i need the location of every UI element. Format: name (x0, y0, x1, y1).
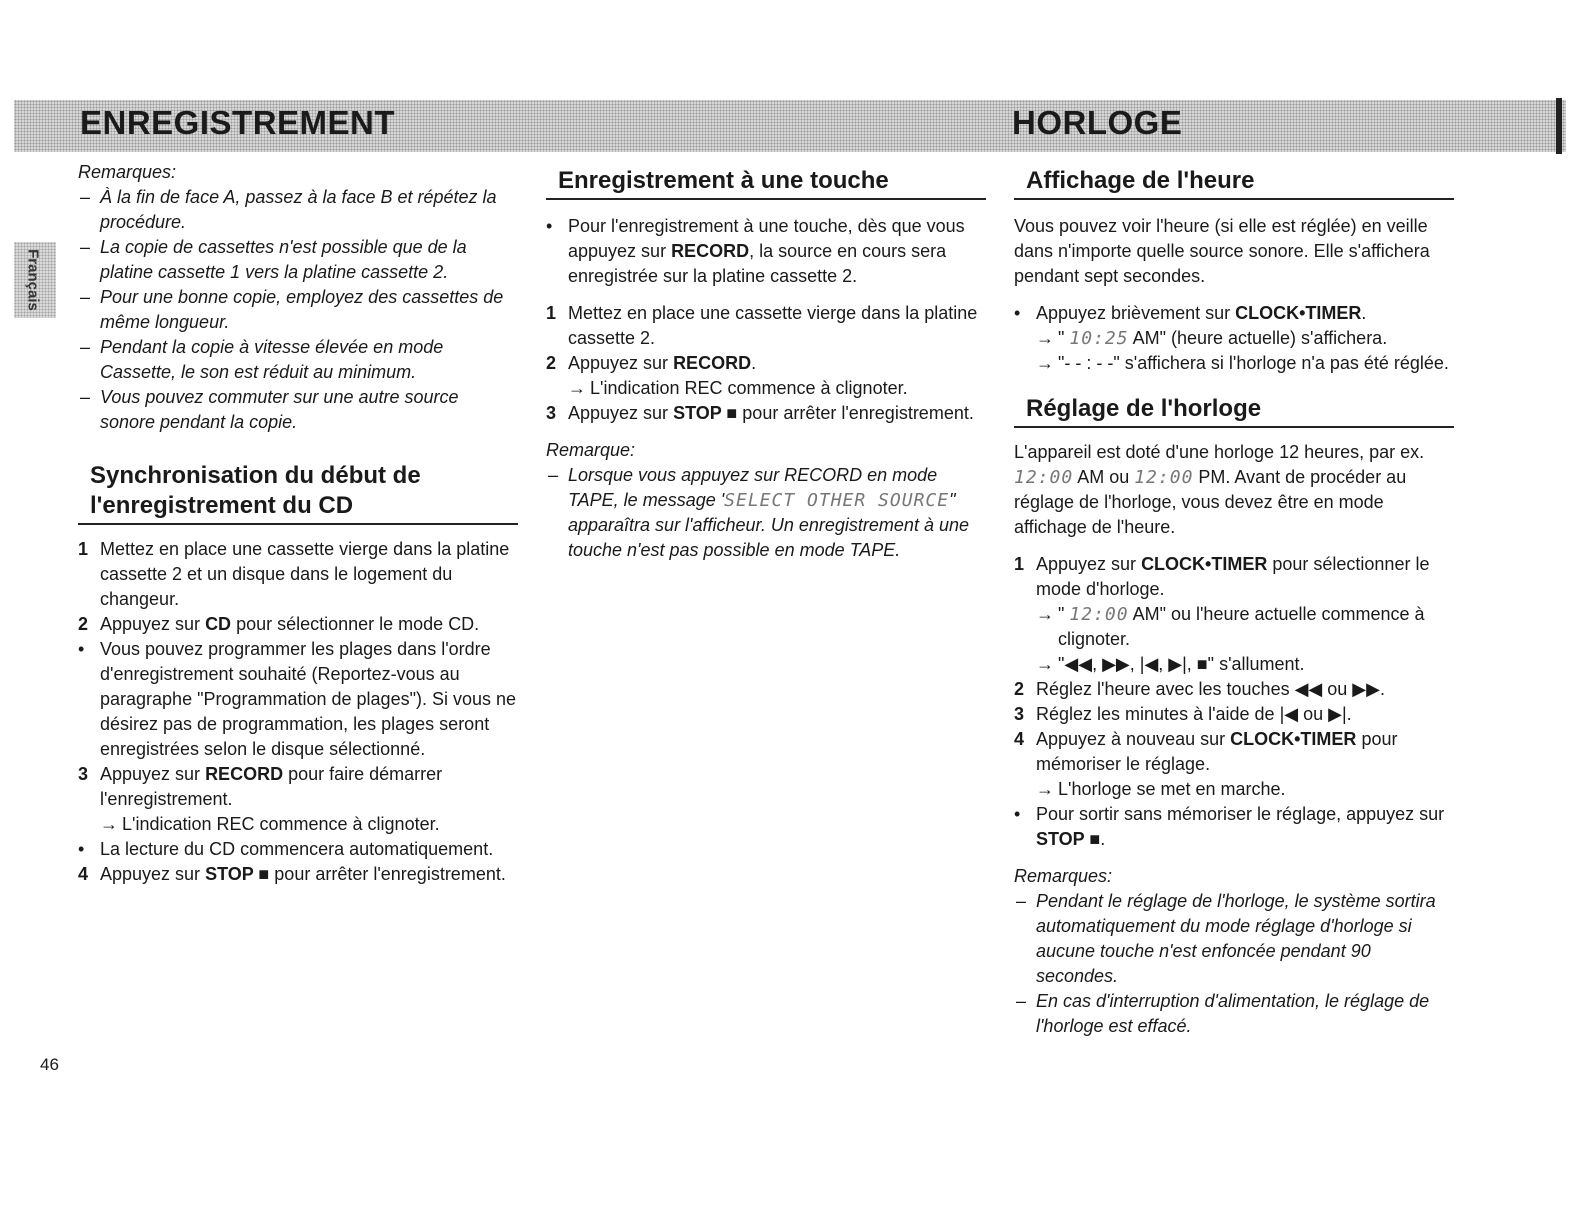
step-3: 3 Réglez les minutes à l'aide de |◀ ou ▶|. (1014, 704, 1352, 724)
language-tab-label: Français (24, 249, 42, 311)
list-item: – À la fin de face A, passez à la face B et répétez la procédure. (80, 187, 497, 232)
remark-label: Remarque: (546, 440, 636, 460)
step-2: 2 Réglez l'heure avec les touches ◀◀ ou ▶▶. (1014, 679, 1385, 699)
remarks-label: Remarques: (1014, 866, 1113, 886)
section-title-horloge: HORLOGE (1012, 104, 1183, 141)
remarks-list (78, 185, 518, 435)
result-note: → " 12:00 AM" ou l'heure actuelle commence à clignoter. (1036, 604, 1425, 649)
lcd-text: 12:00 (1069, 604, 1129, 625)
step-2: 2 Appuyez sur RECORD. → L'indication REC commence à clignoter. (546, 351, 986, 401)
bullet-note: • Vous pouvez programmer les plages dans l'ordre d'enregistrement souhaité (Reportez-vous au paragraphe "Programmation de plages"). Si vous ne désirez pas de programmation, les plages seront enregistrées selon le disque sélectionné. (78, 639, 517, 759)
result-note: → " 10:25 AM" (heure actuelle) s'affichera. (1036, 328, 1388, 349)
step-2: 2 Appuyez sur CD pour sélectionner le mode CD. (78, 614, 480, 634)
column-right (1014, 166, 1454, 1039)
clock-setting-steps (1014, 552, 1454, 852)
bullet-note: • Appuyez brièvement sur CLOCK•TIMER. → " 10:25 AM" (heure actuelle) s'affichera. → "- - : - -" s'affichera si l'horloge n'a pas été réglée. (1014, 301, 1454, 376)
lcd-text: 12:00 (1014, 467, 1074, 488)
list-item: – Pendant la copie à vitesse élevée en mode Cassette, le son est réduit au minimum. (80, 337, 444, 382)
result-note: → "- - : - -" s'affichera si l'horloge n'a pas été réglée. (1036, 353, 1449, 373)
step-1: 1 Mettez en place une cassette vierge dans la platine cassette 2 et un disque dans le logement du changeur. (78, 539, 510, 609)
bullet-note: • Pour sortir sans mémoriser le réglage, appuyez sur STOP ■. (1014, 804, 1445, 849)
step-1: 1 Mettez en place une cassette vierge dans la platine cassette 2. (546, 303, 978, 348)
remarks-label: Remarques: (78, 162, 177, 182)
clock-setting-text: L'appareil est doté d'une horloge 12 heures, par ex. 12:00 AM ou 12:00 PM. Avant de procéder au réglage de l'horloge, vous devez être en mode affichage de l'heure. (1014, 442, 1425, 537)
clock-display-bullets (1014, 301, 1454, 376)
step-4: 4 Appuyez sur STOP ■ pour arrêter l'enregistrement. (78, 864, 506, 884)
one-touch-heading: Enregistrement à une touche (546, 166, 986, 200)
result-note: → L'indication REC commence à clignoter. (100, 814, 440, 834)
one-touch-bullets (546, 214, 986, 289)
step-1: 1 Appuyez sur CLOCK•TIMER pour sélectionner le mode d'horloge. → " 12:00 AM" ou l'heure actuelle commence à clignoter. → "◀◀, ▶▶, |◀, ▶|, ■" s'allument. (1014, 552, 1454, 677)
step-4: 4 Appuyez à nouveau sur CLOCK•TIMER pour mémoriser le réglage. → L'horloge se met en marche. (1014, 727, 1454, 802)
edge-marker (1556, 98, 1562, 154)
lcd-text: 12:00 (1134, 467, 1194, 488)
result-note: → "◀◀, ▶▶, |◀, ▶|, ■" s'allument. (1036, 654, 1305, 674)
section-title-enregistrement: ENREGISTREMENT (80, 104, 396, 141)
lcd-text: 10:25 (1069, 328, 1129, 349)
step-3: 3 Appuyez sur RECORD pour faire démarrer l'enregistrement. → L'indication REC commence à clignoter. (78, 762, 518, 837)
result-note: → L'indication REC commence à clignoter. (568, 378, 908, 398)
clock-display-text: Vous pouvez voir l'heure (si elle est réglée) en veille dans n'importe quelle source sonore. Elle s'affichera pendant sept secondes. (1014, 216, 1430, 286)
column-left (78, 160, 518, 887)
one-touch-steps (546, 301, 986, 426)
bullet-note: • La lecture du CD commencera automatiquement. (78, 839, 494, 859)
remarks-list (1014, 889, 1454, 1039)
list-item: – Vous pouvez commuter sur une autre source sonore pendant la copie. (80, 387, 459, 432)
list-item: – La copie de cassettes n'est possible que de la platine cassette 1 vers la platine cassette 2. (80, 237, 467, 282)
bullet-note: • Pour l'enregistrement à une touche, dès que vous appuyez sur RECORD, la source en cours sera enregistrée sur la platine cassette 2. (546, 216, 965, 286)
sync-heading: Synchronisation du début de l'enregistrement du CD (78, 461, 518, 525)
step-3: 3 Appuyez sur STOP ■ pour arrêter l'enregistrement. (546, 403, 974, 423)
sync-steps (78, 537, 518, 887)
list-item: – Pendant le réglage de l'horloge, le système sortira automatiquement du mode réglage d'horloge si aucune touche n'est enfoncée pendant 90 secondes. (1016, 891, 1436, 986)
clock-display-heading: Affichage de l'heure (1014, 166, 1454, 200)
page-number: 46 (40, 1055, 59, 1074)
clock-setting-heading: Réglage de l'horloge (1014, 394, 1454, 428)
list-item: – Lorsque vous appuyez sur RECORD en mode TAPE, le message 'SELECT OTHER SOURCE" apparaîtra sur l'afficheur. Un enregistrement à une touche n'est pas possible en mode TAPE. (548, 465, 969, 560)
remark-list (546, 463, 986, 563)
result-note: → L'horloge se met en marche. (1036, 779, 1286, 799)
list-item: – En cas d'interruption d'alimentation, le réglage de l'horloge est effacé. (1016, 991, 1430, 1036)
list-item: – Pour une bonne copie, employez des cassettes de même longueur. (80, 287, 504, 332)
lcd-text: SELECT OTHER SOURCE (724, 490, 950, 511)
column-middle (546, 166, 986, 563)
